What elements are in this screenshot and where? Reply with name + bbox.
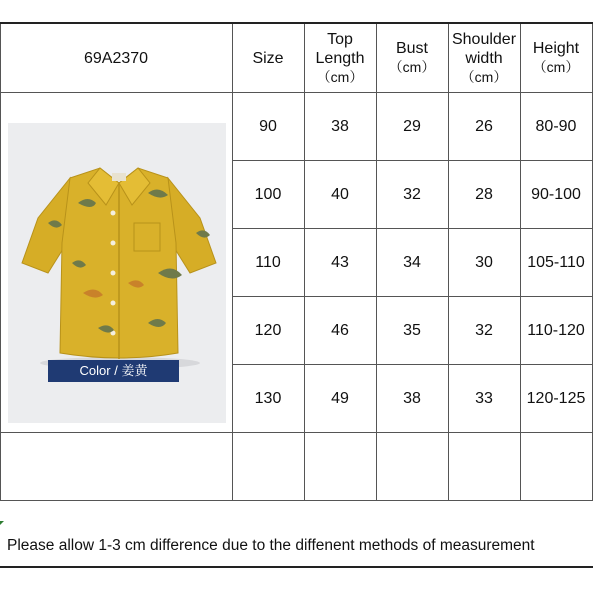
top-length-value: 40 [331, 185, 349, 203]
size-value: 90 [259, 117, 277, 135]
color-label: Color / 姜黄 [48, 360, 179, 382]
top-length-value: 49 [331, 389, 349, 407]
top-length-value: 46 [331, 321, 349, 339]
top-length-value: 43 [331, 253, 349, 271]
bust-value: 35 [403, 321, 421, 339]
shoulder-value: 30 [475, 253, 493, 271]
header-bust [376, 24, 448, 92]
height-value: 110-120 [527, 321, 585, 339]
grid-line [0, 432, 593, 433]
grid-line [0, 24, 1, 500]
grid-line [0, 500, 593, 501]
height-value: 120-125 [526, 389, 586, 407]
height-value: 105-110 [527, 253, 585, 271]
header-height [520, 24, 592, 92]
height-value: 90-100 [531, 185, 581, 203]
bust-value: 34 [403, 253, 421, 271]
product-code: 69A2370 [83, 49, 149, 67]
bust-value: 29 [403, 117, 421, 135]
header-top-length [304, 24, 376, 92]
header-top-length-unit: （cm） [316, 68, 364, 85]
shoulder-value: 28 [475, 185, 493, 203]
top-length-value: 38 [331, 117, 349, 135]
size-value: 120 [254, 321, 282, 339]
header-bust-label: Bust [395, 40, 428, 57]
bust-value: 38 [403, 389, 421, 407]
header-shoulder-label: Shoulder width [451, 30, 517, 67]
size-value: 110 [255, 253, 281, 271]
size-value: 100 [254, 185, 282, 203]
bust-value: 32 [403, 185, 421, 203]
header-bust-unit: （cm） [388, 59, 436, 75]
header-size: Size [252, 49, 284, 67]
size-value: 130 [254, 389, 282, 407]
product-photo [8, 123, 226, 423]
header-height-unit: （cm） [532, 59, 580, 75]
shoulder-value: 26 [475, 117, 493, 135]
measurement-note: Please allow 1-3 cm difference due to the diffenent methods of measurement [7, 536, 535, 554]
header-height-label: Height [532, 40, 580, 57]
header-shoulder-unit: （cm） [460, 68, 508, 85]
size-chart [0, 22, 593, 568]
shoulder-value: 33 [475, 389, 493, 407]
height-value: 80-90 [535, 117, 577, 135]
header-top-length-label: Top Length [315, 30, 365, 67]
header-shoulder-width [448, 24, 520, 92]
shoulder-value: 32 [475, 321, 493, 339]
